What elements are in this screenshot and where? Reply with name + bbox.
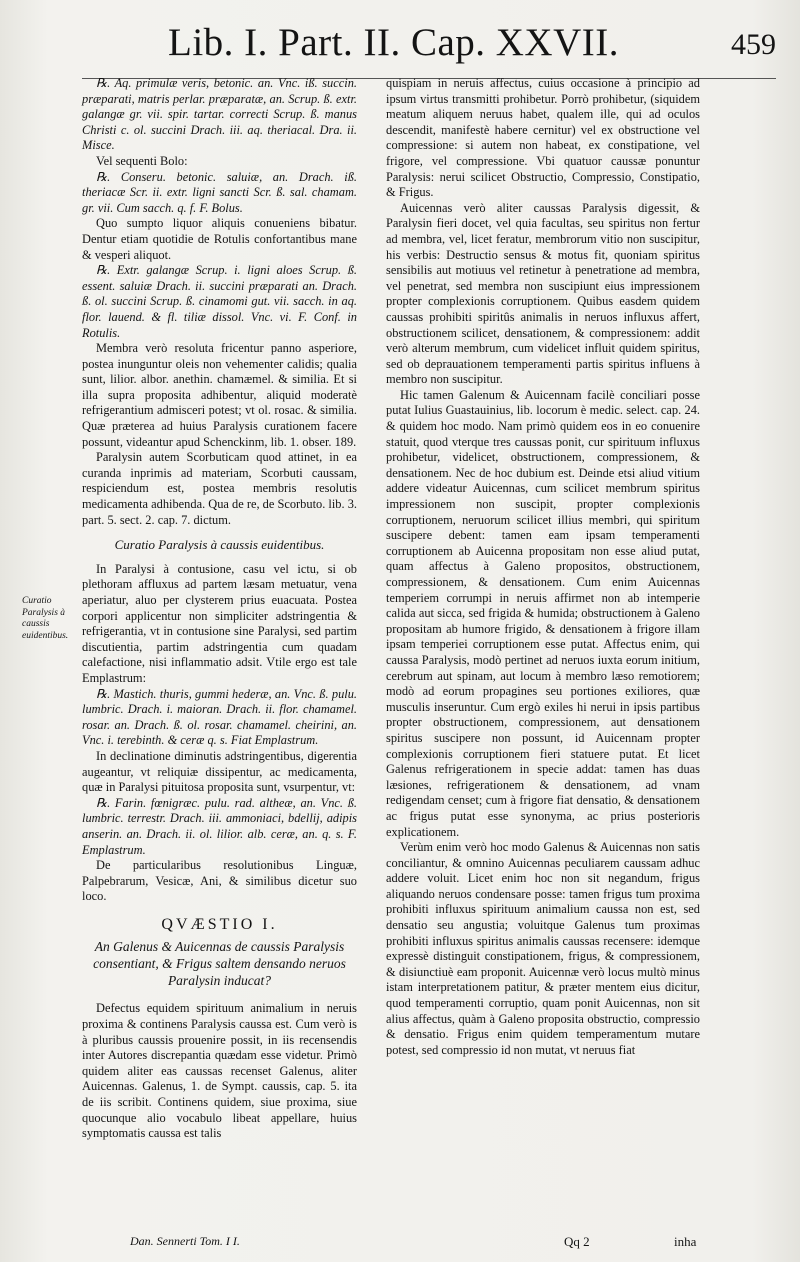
left-column	[82, 76, 357, 1142]
paragraph: Hic tamen Galenum & Auicennam facilè conciliari posse putat Iulius Guastauinius, lib. locorum è medic. select. cap. 24. & quidem hoc modo. Nam primò quidem eos in eo conuenire statuit, quod vterque tres caussas ponit, cur spirituum influxus prohibetur, videlicet, obstructionem, compressionem, & densationem. Nec de hoc dubium est. Deinde etsi aliud vitium addere videatur Auicennas, cum scilicet membrum spiritus impressionem non suscipit, propter complexionis corruptionem, neruorum scilicet illius membri, qui spiritum suscipere debent: tamen eam ipsam temperamenti corruptionem ab Auicenna propositam non esse aliud putat, quam affectus à Galeno propositos, obstructionem, compressionem, & densationem. Cum enim Auicennas temperiem corrumpi in neruis affirmet non ab intemperie calida aut sicca, sed frigida & humida; obstructionem à Galeno propositam ab humore frigido, & densationem à frigore illam ipsam temperiei corruptionem esse putat. Affectus enim, qui caussa Paralysis, modò pertinet ad neruos iuxta eorum initium, cerebrum aut spinam, aut locum à membro læso remotiorem; modò ad eorum propagines seu portiones exiliores, quæ musculis inseruntur. Cum ergò exiles hi nerui in ipsis partibus propter obstructionem, compressionem, aut densationem spiritus suscipere non possunt, id Auicennam propter complexionis corruptionem fieri statuere putat. Et licet Galenus refrigerationem in specie addat: tamen has duas læsiones, refrigerationem & densationem, ad vnam redigendam censet; cum à frigore fiat densatio, & densationem ac frigus putat esse synonyma, ac prius posterioris explicationem.	[386, 387, 700, 839]
question-heading: QVÆSTIO I.	[161, 915, 278, 933]
paragraph: Paralysin autem Scorbuticam quod attinet, in ea curanda inprimis ad materiam, Scorbuti caussam, respiciendum est, postea membris resolutis medicamenta adhibenda. Qua de re, de Scorbuto. lib. 3. part. 5. sect. 2. cap. 7. dictum.	[82, 450, 357, 527]
paragraph: Defectus equidem spirituum animalium in neruis proxima & continens Paralysis caussa est. Cum verò is à pluribus caussis prouenire possit, in iis recensendis inter Autores discrepantia quædam esse videtur. Primò quidem aliter eas caussas recenset Galenus, aliter Auicennas. Galenus, 1. de Sympt. caussis, cap. 5. ita de iis scribit. Continens quidem, siue proxima, siue quocunque alio vocabulo libeat appellare, huius symptomatis caussa est talis	[82, 1001, 357, 1141]
paragraph: In declinatione diminutis adstringentibus, digerentia augeantur, vt reliquiæ dissipentur, ac medicamenta, quæ in Paralysi pituitosa proposita sunt, vsurpentur, vt:	[82, 748, 357, 795]
running-header	[0, 14, 800, 74]
section-heading: Curatio Paralysis à caussis euidentibus.	[114, 537, 325, 553]
prescription: ℞. Farin. fœnigræc. pulu. rad. altheæ, an. Vnc. ß. lumbric. terrestr. Drach. iii. ammoniaci, bdellij, adipis anserin. an. Drach. ii. ol. lilior. alb. ceræ, an. q. s. F. Emplastrum.	[82, 795, 357, 857]
margin-note: Curatio Paralysis à caussis euidentibus.	[22, 596, 69, 641]
question-title: An Galenus & Auicennas de caussis Paralysis consentiant, & Frigus saltem densando neruos Paralysin inducat?	[93, 939, 346, 989]
paragraph: In Paralysi à contusione, casu vel ictu, si ob plethoram affluxus ad partem læsam metuatur, vena aperiatur, aluo per clysterem prius euacuata. Postea corpori applicentur non simpliciter adstringentia & refrigerantia, vt in contusione sine Paralysi, sed partim discutientia, partim adstringentia cum quadam calefactione, nisi inflammatio adsit. Vtile ergo est tale Emplastrum:	[82, 561, 357, 685]
paragraph: De particularibus resolutionibus Linguæ, Palpebrarum, Vesicæ, Ani, & similibus dicetur suo loco.	[82, 858, 357, 904]
paragraph: Membra verò resoluta fricentur panno asperiore, postea inunguntur oleis non vehementer calidis; qualia sunt, lilior. albor. anethin. chamæmel. & similia. Et si illa supra proposita adhibentur, aliquid moderatè refrigerantium admisceri potest; vt ol. rosac. & similia. Quæ præterea ad huius Paralysis curationem facere possunt, videantur apud Schenckinm, lib. 1. obser. 189.	[82, 341, 357, 449]
signature-mark: Qq 2	[564, 1234, 590, 1249]
paragraph: quispiam in neruis affectus, cuius occasione à principio ad ipsum virtus transmitti prohibetur. Porrò prohibetur, (siquidem meatum aliquem neruus habet, qualem ille, qui ad oculos descendit, manifestè habere cernitur) vel ex obstructione vel compressione: si autem non habeat, ex constipatione, vel frigore, vel compressione. Vbi quatuor caussæ ponuntur Paralysis: nerui scilicet Obstructio, Compressio, Constipatio, & Frigus.	[386, 76, 700, 200]
paragraph: Vel sequenti Bolo:	[96, 153, 188, 168]
prescription: ℞. Conseru. betonic. saluiæ, an. Drach. iß. theriacæ Scr. ii. extr. ligni sancti Scr. ß. sal. chamam. gr. vii. Cum sacch. q. f. F. Bolus.	[82, 169, 357, 215]
running-title: Lib. I. Part. II. Cap. XXVII.	[168, 21, 619, 64]
paragraph: Quo sumpto liquor aliquis conueniens bibatur. Dentur etiam quotidie de Rotulis confortantibus mane & vesperi aliquot.	[82, 216, 357, 262]
paragraph: Verùm enim verò hoc modo Galenus & Auicennas non satis conciliantur, & omnino Auicennas peculiarem caussam adhuc addere voluit. Licet enim hoc non sit negandum, frigus aliquando neruos condensare posse: tamen frigus tum proxima prohibiti influxus spirituum animalium caussa non est, sed densatio seu angustia; voluitque Galenus tum proximas prohibiti influxus spiritus animalis caussas recensere: idemque expressè distinguit constipationem, frigus, & compressionem, & disiunctiuè eam proponit. Auicennæ verò locus multò minus istam interpretationem patitur, & præter mentem eius dicitur, quod temperamenti corruptio, quam ponit Auicennas, non sit alius affectus, quàm à Galeno proposita obstructio, compressio & densatio. Frigus enim quidem temperamentum mutare potest, sed compressio id non mutat, vt neruus fiat	[386, 840, 700, 1057]
page-number: 459	[731, 28, 776, 61]
right-column	[386, 76, 700, 1058]
prescription: ℞. Mastich. thuris, gummi hederæ, an. Vnc. ß. pulu. lumbric. Drach. i. maioran. Drach. ii. flor. chamamel. rosar. an. Drach. ß. ol. rosar. chamamel. cheirini, an. Vnc. i. terebinth. & ceræ q. s. Fiat Emplastrum.	[82, 686, 357, 748]
prescription: ℞. Aq. primulæ veris, betonic. an. Vnc. iß. succin. præparati, matris perlar. præparatæ, an. Scrup. ß. extr. galangæ gr. vii. spir. tartar. correcti Scrup. ß. manus Christi c. ol. succini Drach. iii. aq. theriacal. Dra. ii. Misce.	[82, 76, 357, 153]
catchword: inha	[674, 1234, 697, 1249]
prescription: ℞. Extr. galangæ Scrup. i. ligni aloes Scrup. ß. essent. saluiæ Drach. ii. succini præparati an. Drach. ß. ol. succini Scrup. ß. cinamomi gut. vii. sacch. in aq. flor. lauend. & fl. tiliæ dissol. Vnc. vi. F. Conf. in Rotulis.	[82, 263, 357, 340]
paragraph: Auicennas verò aliter caussas Paralysis digessit, & Paralysin fieri docet, vel quia facultas, seu spiritus non fertur ad membra, vel, licet feratur, membrorum vitio non suscipitur, his verbis: Destructio sensus & motus fit, quoniam spiritus sensibilis aut motiuus vel retinetur à penetratione ad membra, vel penetrat, sed membra non suscipiunt eius impressionem propter complexionis corruptionem. Quibus easdem quidem caussas prohibiti spiritûs animalis in neruos influxus affert, obstructionem scilicet, densationem, & compressionem: addit verò alterum membrum, cum videlicet influit quidem spiritus, sed ob deprauationem temperamenti partis spiritus influens à membro non suscipitur.	[386, 200, 700, 387]
signature-line: Dan. Sennerti Tom. I I.	[130, 1234, 240, 1248]
